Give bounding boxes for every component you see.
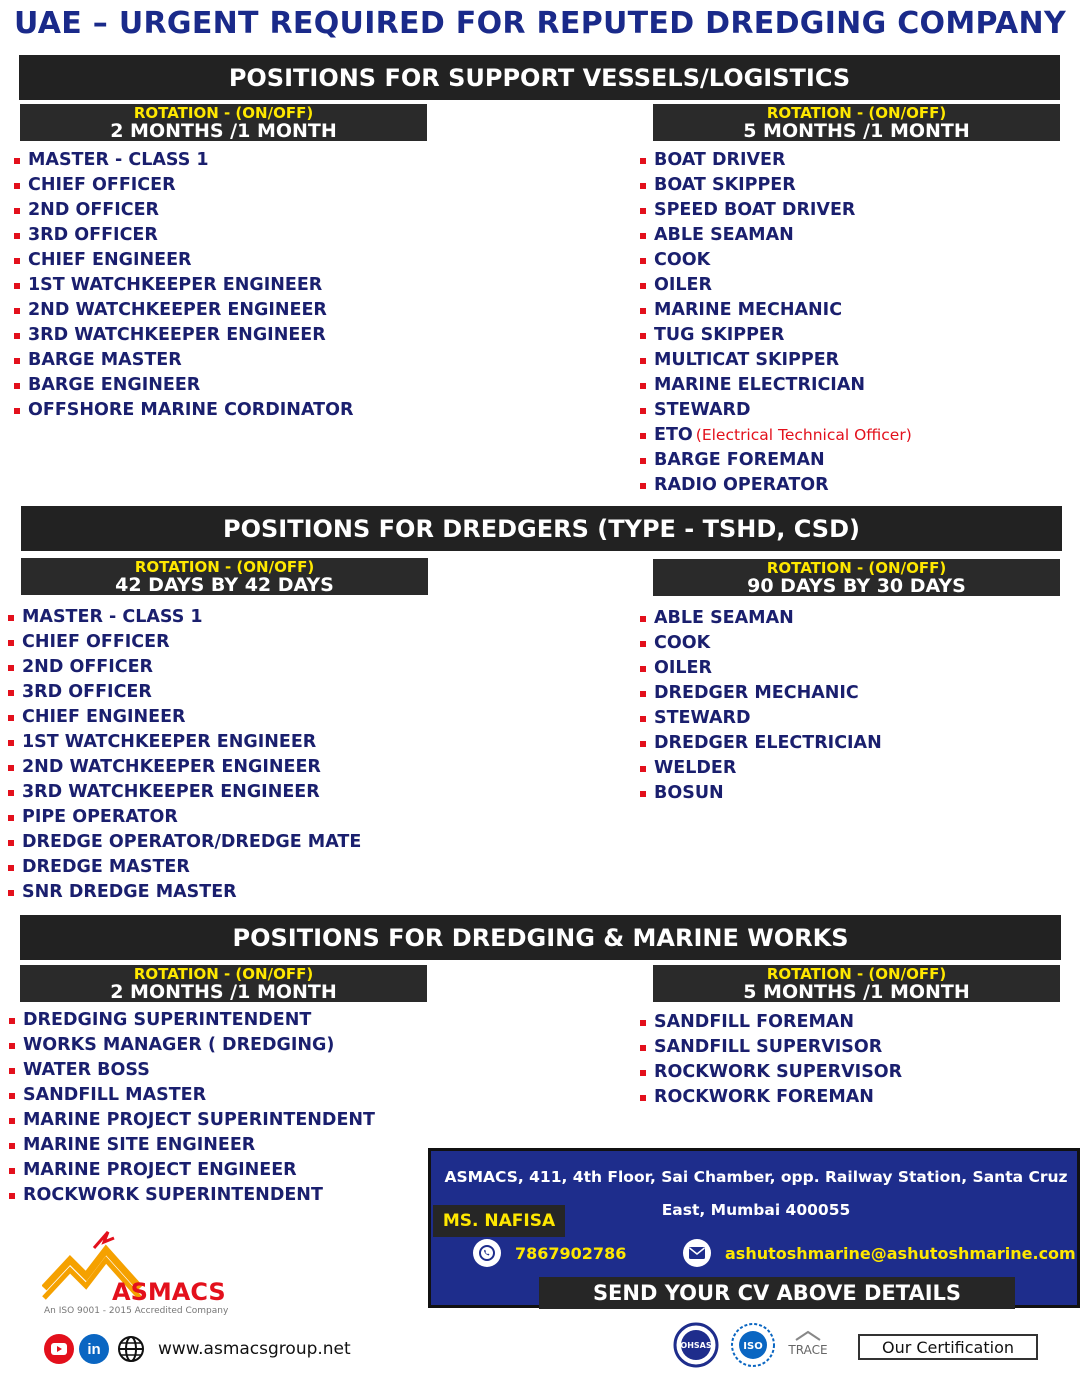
email-row[interactable] — [683, 1239, 1076, 1267]
position-title: SPEED BOAT DRIVER — [654, 200, 856, 220]
ohsas-badge-text: OHSAS — [680, 1341, 712, 1350]
position-title: DREDGING SUPERINTENDENT — [23, 1010, 312, 1030]
position-title: WELDER — [654, 758, 737, 778]
bullet-icon — [9, 1193, 15, 1199]
bullet-icon — [640, 483, 646, 489]
list-item — [9, 1008, 375, 1033]
position-title: OILER — [654, 275, 712, 295]
list-item — [640, 706, 882, 731]
list-item — [9, 1058, 375, 1083]
position-title: 3RD OFFICER — [22, 682, 152, 702]
position-title: CHIEF OFFICER — [22, 632, 170, 652]
list-item — [9, 1183, 375, 1208]
bullet-icon — [8, 615, 14, 621]
list-item — [9, 1033, 375, 1058]
position-title: COOK — [654, 250, 711, 270]
list-item — [8, 605, 361, 630]
bullet-icon — [9, 1168, 15, 1174]
list-item — [8, 830, 361, 855]
position-title: 2ND WATCHKEEPER ENGINEER — [22, 757, 321, 777]
position-list — [8, 605, 361, 905]
trace-badge-text: TRACE — [788, 1343, 828, 1357]
section-heading-dredgers: POSITIONS FOR DREDGERS (TYPE - TSHD, CSD) — [21, 506, 1062, 551]
list-item — [8, 855, 361, 880]
bullet-icon — [8, 690, 14, 696]
position-title: 2ND WATCHKEEPER ENGINEER — [28, 300, 327, 320]
list-item — [640, 423, 912, 448]
position-title: CHIEF ENGINEER — [22, 707, 186, 727]
list-item — [14, 273, 353, 298]
company-logo — [42, 1230, 232, 1320]
bullet-icon — [640, 258, 646, 264]
list-item — [640, 1035, 902, 1060]
list-item — [8, 805, 361, 830]
bullet-icon — [640, 358, 646, 364]
bullet-icon — [640, 433, 646, 439]
position-title: CHIEF ENGINEER — [28, 250, 192, 270]
bullet-icon — [9, 1093, 15, 1099]
contact-phone[interactable]: 7867902786 — [515, 1243, 627, 1263]
bullet-icon — [8, 715, 14, 721]
list-item — [8, 880, 361, 905]
list-item — [640, 223, 912, 248]
rotation-label: ROTATION - (ON/OFF) — [133, 104, 314, 122]
position-title: BOSUN — [654, 783, 724, 803]
list-item — [9, 1158, 375, 1183]
list-item — [14, 223, 353, 248]
bullet-icon — [8, 765, 14, 771]
rotation-label: ROTATION - (ON/OFF) — [134, 558, 315, 576]
position-title: MARINE ELECTRICIAN — [654, 375, 866, 395]
position-title: MARINE SITE ENGINEER — [23, 1135, 256, 1155]
eto-note: (Electrical Technical Officer) — [695, 426, 912, 444]
position-list — [640, 1010, 902, 1110]
bullet-icon — [9, 1018, 15, 1024]
bullet-icon — [8, 740, 14, 746]
position-title: ABLE SEAMAN — [654, 225, 794, 245]
list-item — [640, 198, 912, 223]
list-item — [8, 630, 361, 655]
rotation-value: 42 DAYS BY 42 DAYS — [115, 574, 334, 596]
position-title: BARGE ENGINEER — [28, 375, 201, 395]
bullet-icon — [640, 308, 646, 314]
bullet-icon — [8, 790, 14, 796]
position-title: MASTER - CLASS 1 — [28, 150, 209, 170]
position-title: DREDGE OPERATOR/DREDGE MATE — [22, 832, 362, 852]
list-item — [640, 373, 912, 398]
contact-address: ASMACS, 411, 4th Floor, Sai Chamber, opp. Railway Station, Santa Cruz East, Mumbai 400055 — [444, 1168, 1068, 1219]
list-item — [640, 1010, 902, 1035]
list-item — [8, 680, 361, 705]
list-item — [640, 1060, 902, 1085]
rotation-value: 90 DAYS BY 30 DAYS — [747, 575, 966, 597]
position-title: ROCKWORK SUPERVISOR — [654, 1062, 903, 1082]
position-title: OFFSHORE MARINE CORDINATOR — [28, 400, 354, 420]
bullet-icon — [14, 283, 20, 289]
position-title: 3RD WATCHKEEPER ENGINEER — [28, 325, 326, 345]
bullet-icon — [640, 183, 646, 189]
list-item — [640, 781, 882, 806]
position-title: MARINE MECHANIC — [654, 300, 843, 320]
bullet-icon — [640, 1070, 646, 1076]
contact-name: MS. NAFISA — [433, 1205, 565, 1237]
position-title: ABLE SEAMAN — [654, 608, 794, 628]
bullet-icon — [9, 1143, 15, 1149]
list-item — [640, 606, 882, 631]
bullet-icon — [9, 1043, 15, 1049]
rotation-label: ROTATION - (ON/OFF) — [766, 559, 947, 577]
position-title: SNR DREDGE MASTER — [22, 882, 237, 902]
bullet-icon — [14, 333, 20, 339]
position-list — [640, 606, 882, 806]
position-title: MARINE PROJECT ENGINEER — [23, 1160, 297, 1180]
bullet-icon — [640, 616, 646, 622]
bullet-icon — [14, 183, 20, 189]
rotation-box — [20, 965, 427, 1002]
list-item — [14, 298, 353, 323]
position-title: 3RD WATCHKEEPER ENGINEER — [22, 782, 320, 802]
list-item — [14, 348, 353, 373]
rotation-value: 5 MONTHS /1 MONTH — [743, 981, 970, 1003]
bullet-icon — [640, 233, 646, 239]
bullet-icon — [8, 890, 14, 896]
list-item — [640, 323, 912, 348]
position-list — [14, 148, 353, 423]
position-title: DREDGER MECHANIC — [654, 683, 859, 703]
list-item — [640, 273, 912, 298]
whatsapp-icon — [473, 1239, 501, 1267]
list-item — [8, 655, 361, 680]
bullet-icon — [640, 208, 646, 214]
position-title: 3RD OFFICER — [28, 225, 158, 245]
position-title: MASTER - CLASS 1 — [22, 607, 203, 627]
bullet-icon — [14, 208, 20, 214]
list-item — [8, 730, 361, 755]
bullet-icon — [14, 408, 20, 414]
trace-badge-icon — [784, 1328, 834, 1364]
list-item — [9, 1083, 375, 1108]
youtube-icon[interactable] — [44, 1334, 74, 1364]
list-item — [9, 1133, 375, 1158]
list-item — [8, 755, 361, 780]
list-item — [8, 705, 361, 730]
bullet-icon — [640, 158, 646, 164]
position-title: COOK — [654, 633, 711, 653]
list-item — [640, 448, 912, 473]
position-list — [640, 148, 912, 498]
bullet-icon — [640, 641, 646, 647]
globe-icon[interactable] — [116, 1334, 146, 1364]
rotation-value: 2 MONTHS /1 MONTH — [110, 981, 337, 1003]
bullet-icon — [8, 840, 14, 846]
bullet-icon — [640, 666, 646, 672]
position-title: SANDFILL MASTER — [23, 1085, 207, 1105]
position-title: SANDFILL FOREMAN — [654, 1012, 855, 1032]
ohsas-badge-icon — [672, 1322, 720, 1372]
list-item — [640, 348, 912, 373]
list-item — [640, 473, 912, 498]
list-item — [640, 681, 882, 706]
bullet-icon — [8, 640, 14, 646]
position-title: RADIO OPERATOR — [654, 475, 829, 495]
rotation-label: ROTATION - (ON/OFF) — [766, 965, 947, 983]
position-title: ROCKWORK FOREMAN — [654, 1087, 874, 1107]
phone-row[interactable] — [473, 1239, 626, 1267]
bullet-icon — [640, 741, 646, 747]
bullet-icon — [8, 665, 14, 671]
section-heading-support-vessels: POSITIONS FOR SUPPORT VESSELS/LOGISTICS — [19, 55, 1060, 100]
bullet-icon — [14, 358, 20, 364]
position-title: BARGE MASTER — [28, 350, 182, 370]
position-title: BOAT DRIVER — [654, 150, 786, 170]
rotation-value: 2 MONTHS /1 MONTH — [110, 120, 337, 142]
linkedin-icon[interactable]: in — [79, 1334, 109, 1364]
bullet-icon — [14, 158, 20, 164]
list-item — [14, 373, 353, 398]
list-item — [640, 756, 882, 781]
bullet-icon — [640, 458, 646, 464]
email-icon — [683, 1239, 711, 1267]
list-item — [640, 298, 912, 323]
list-item — [14, 173, 353, 198]
logo-name: ASMACS — [112, 1278, 226, 1306]
bullet-icon — [640, 691, 646, 697]
list-item — [640, 148, 912, 173]
position-title: BOAT SKIPPER — [654, 175, 796, 195]
list-item — [640, 398, 912, 423]
position-title: PIPE OPERATOR — [22, 807, 178, 827]
list-item — [640, 248, 912, 273]
position-title: DREDGE MASTER — [22, 857, 190, 877]
list-item — [14, 198, 353, 223]
position-title: SANDFILL SUPERVISOR — [654, 1037, 883, 1057]
position-title: ETO — [654, 425, 693, 445]
logo-tagline: An ISO 9001 - 2015 Accredited Company — [44, 1306, 229, 1316]
list-item — [640, 656, 882, 681]
position-title: OILER — [654, 658, 712, 678]
list-item — [14, 148, 353, 173]
rotation-box — [653, 965, 1060, 1002]
position-title: CHIEF OFFICER — [28, 175, 176, 195]
position-title: STEWARD — [654, 708, 751, 728]
position-title: 1ST WATCHKEEPER ENGINEER — [28, 275, 323, 295]
rotation-label: ROTATION - (ON/OFF) — [766, 104, 947, 122]
position-title: ROCKWORK SUPERINTENDENT — [23, 1185, 323, 1205]
bullet-icon — [9, 1068, 15, 1074]
bullet-icon — [640, 408, 646, 414]
bullet-icon — [640, 1020, 646, 1026]
position-title: WATER BOSS — [23, 1060, 150, 1080]
list-item — [14, 323, 353, 348]
bullet-icon — [640, 716, 646, 722]
rotation-box — [21, 558, 428, 595]
rotation-box — [20, 104, 427, 141]
rotation-box — [653, 559, 1060, 596]
rotation-label: ROTATION - (ON/OFF) — [133, 965, 314, 983]
position-title: WORKS MANAGER ( DREDGING) — [23, 1035, 335, 1055]
position-title: TUG SKIPPER — [654, 325, 785, 345]
bullet-icon — [640, 791, 646, 797]
contact-panel — [428, 1148, 1080, 1308]
bullet-icon — [8, 865, 14, 871]
list-item — [640, 1085, 902, 1110]
bullet-icon — [8, 815, 14, 821]
position-title: STEWARD — [654, 400, 751, 420]
list-item — [640, 173, 912, 198]
list-item — [14, 398, 353, 423]
list-item — [640, 631, 882, 656]
bullet-icon — [14, 233, 20, 239]
page-title: UAE – URGENT REQUIRED FOR REPUTED DREDGING COMPANY — [14, 6, 1066, 41]
bullet-icon — [9, 1118, 15, 1124]
bullet-icon — [640, 283, 646, 289]
rotation-value: 5 MONTHS /1 MONTH — [743, 120, 970, 142]
section-heading-marine-works: POSITIONS FOR DREDGING & MARINE WORKS — [20, 915, 1061, 960]
position-list — [9, 1008, 375, 1208]
bullet-icon — [640, 1095, 646, 1101]
bullet-icon — [640, 1045, 646, 1051]
contact-email[interactable]: ashutoshmarine@ashutoshmarine.com — [725, 1243, 1076, 1263]
position-title: 2ND OFFICER — [28, 200, 160, 220]
bullet-icon — [640, 333, 646, 339]
position-title: BARGE FOREMAN — [654, 450, 825, 470]
position-title: MARINE PROJECT SUPERINTENDENT — [23, 1110, 375, 1130]
website-link[interactable]: www.asmacsgroup.net — [158, 1339, 351, 1359]
position-title: 1ST WATCHKEEPER ENGINEER — [22, 732, 317, 752]
iso-badge-text: ISO — [743, 1341, 763, 1352]
list-item — [9, 1108, 375, 1133]
bullet-icon — [640, 766, 646, 772]
bullet-icon — [14, 383, 20, 389]
list-item — [14, 248, 353, 273]
position-title: 2ND OFFICER — [22, 657, 154, 677]
position-title: MULTICAT SKIPPER — [654, 350, 840, 370]
bullet-icon — [14, 308, 20, 314]
rotation-box — [653, 104, 1060, 141]
iso-badge-icon — [730, 1322, 776, 1372]
send-cv-banner: SEND YOUR CV ABOVE DETAILS — [539, 1277, 1015, 1309]
list-item — [8, 780, 361, 805]
our-certification-label: Our Certification — [858, 1334, 1038, 1360]
bullet-icon — [640, 383, 646, 389]
bullet-icon — [14, 258, 20, 264]
position-title: DREDGER ELECTRICIAN — [654, 733, 882, 753]
list-item — [640, 731, 882, 756]
